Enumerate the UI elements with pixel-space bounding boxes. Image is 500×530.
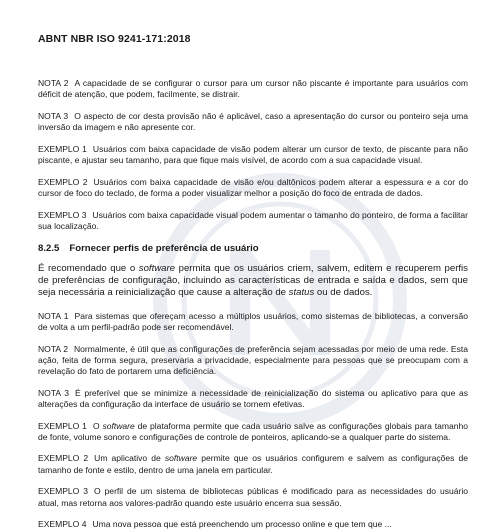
note-text: É preferível que se minimize a necessidade de reinicialização do sistema ou aplicativo para que as alterações da configuração da interface de usuário se tornem efetivas. <box>38 387 469 409</box>
paragraph-emphasis: software <box>138 262 176 274</box>
note-text: A capacidade de se configurar o cursor para um cursor não piscante é importante para usuários com déficit de atenção, que podem, facilmente, se distrair. <box>38 78 468 100</box>
note-2-top <box>38 78 468 100</box>
example-2-top <box>38 177 468 199</box>
note-label: NOTA 3 <box>38 110 69 121</box>
example-text: Usuários com baixa capacidade de visão e/ou daltônicos podem alterar a espessura e a cor do cursor de foco do teclado, de forma a poder visualizar melhor a posição do foco de entrada de dados. <box>38 176 469 198</box>
section-heading <box>38 243 468 254</box>
example-text: Um aplicativo de <box>94 453 165 464</box>
note-3-top <box>38 111 468 133</box>
example-label: EXEMPLO 2 <box>38 453 89 464</box>
note-label: NOTA 2 <box>38 343 68 354</box>
example-1-top <box>38 144 468 166</box>
example-label: EXEMPLO 3 <box>38 486 88 497</box>
example-label: EXEMPLO 1 <box>38 143 87 154</box>
note-text: Normalmente, é útil que as configurações de preferência sejam acessadas por meio de uma rede. Esta ação, feita de forma segura, preservaria a privacidade, especialmente para pessoas que se preocupam com a revelação do fato de portarem uma deficiência. <box>38 343 468 376</box>
note-text: Para sistemas que ofereçam acesso a múltiplos usuários, como sistemas de bibliotecas, a conversão de volta a um perfil-padrão pode ser recomendável. <box>38 310 469 332</box>
paragraph-text: É recomendado que o <box>38 262 139 274</box>
example-label: EXEMPLO 2 <box>38 176 88 187</box>
example-text: O perfil de um sistema de bibliotecas públicas é modificado para as necessidades do usuário atual, mas retorna aos valores-padrão quando este usuário encerra sua sessão. <box>38 486 468 508</box>
paragraph-emphasis: status <box>288 287 315 299</box>
note-2 <box>38 344 468 378</box>
document-header: ABNT NBR ISO 9241-171:2018 <box>38 33 191 45</box>
example-text: permite que os usuários configurem e salvem as configurações de tamanho de fonte e estilo, dentro de uma janela em particular. <box>38 453 468 475</box>
example-text: de plataforma permite que cada usuário salve as configurações globais para tamanho de fonte, volume sonoro e configurações de controle de ponteiros, aplicando-se a qualquer parte do sistema. <box>38 420 468 442</box>
example-1 <box>38 421 468 443</box>
example-text: Uma nova pessoa que está preenchendo um processo online e que tem que ... <box>92 519 392 530</box>
note-label: NOTA 2 <box>38 78 69 88</box>
example-3-top <box>38 210 468 232</box>
example-text: Usuários com baixa capacidade de visão podem alterar um cursor de texto, de piscante para não piscante, e ajustar seu tamanho, para que fique mais visível, de acordo com a sua capacidade visual. <box>38 143 469 166</box>
example-label: EXEMPLO 1 <box>38 420 87 431</box>
section-main-paragraph <box>38 263 468 300</box>
example-2 <box>38 453 468 475</box>
example-label: EXEMPLO 4 <box>38 519 87 530</box>
note-label: NOTA 3 <box>38 387 70 398</box>
example-label: EXEMPLO 3 <box>38 209 87 220</box>
note-text: O aspecto de cor desta provisão não é aplicável, caso a apresentação do cursor ou ponteiro seja uma inversão da imagem e não apresente cor. <box>38 110 468 133</box>
example-emphasis: software <box>164 453 198 464</box>
example-3 <box>38 486 468 508</box>
section-title: Fornecer perfis de preferência de usuário <box>69 242 259 254</box>
section-number: 8.2.5 <box>38 242 60 254</box>
example-text: Usuários com baixa capacidade visual podem aumentar o tamanho do ponteiro, de forma a facilitar sua localização. <box>38 209 468 231</box>
example-4 <box>38 519 468 530</box>
note-label: NOTA 1 <box>38 310 69 321</box>
note-3 <box>38 388 468 410</box>
document-content <box>38 78 468 530</box>
note-1 <box>38 311 468 333</box>
example-text: O <box>92 420 103 431</box>
example-emphasis: software <box>102 420 135 431</box>
paragraph-text: permita que os usuários criem, salvem, editem e recuperem perfis de preferências de configuração, incluindo as características de entrada e saída e dados, sem que seja necessária a reinicialização que cause a alteração de <box>38 262 468 299</box>
paragraph-text: ou de dados. <box>314 287 373 299</box>
